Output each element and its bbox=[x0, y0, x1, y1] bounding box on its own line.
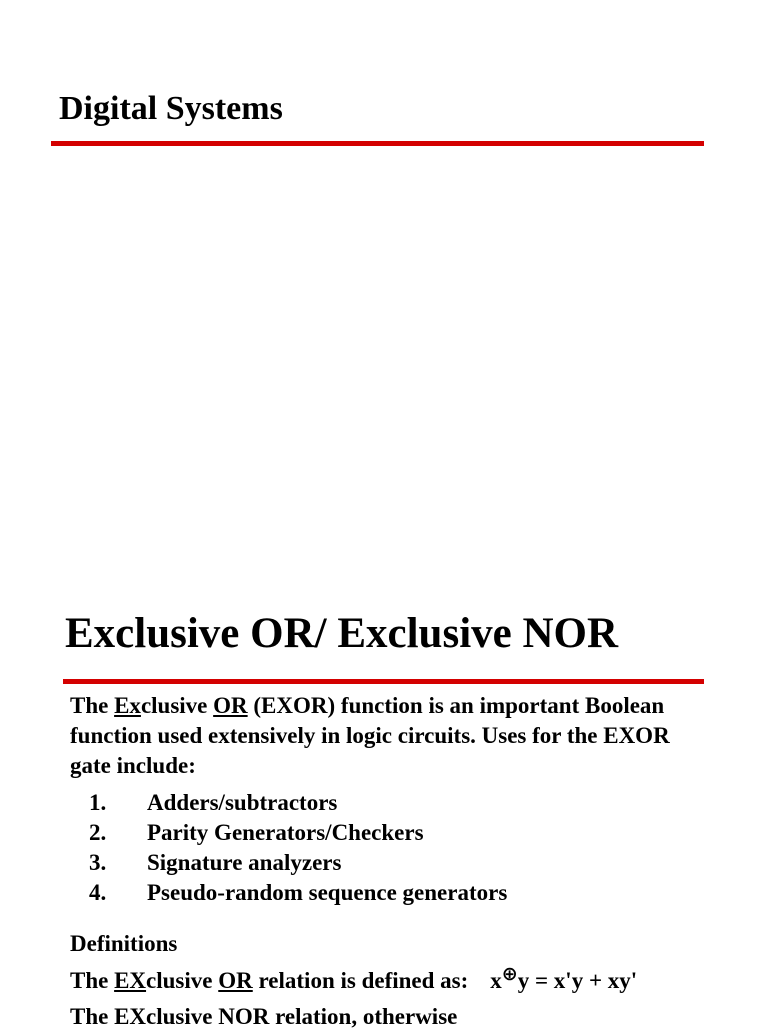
intro-ex-underlined: Ex bbox=[114, 693, 141, 718]
exor-formula bbox=[490, 963, 638, 993]
list-item bbox=[70, 788, 690, 818]
list-item bbox=[70, 848, 690, 878]
list-item-number: 1. bbox=[89, 790, 107, 815]
intro-part3: (EXOR) function is an important Boolean function used extensively in logic circuits. Uses for the EXOR gate include: bbox=[70, 693, 670, 778]
list-item-number: 4. bbox=[89, 880, 107, 905]
list-item-number: 2. bbox=[89, 820, 107, 845]
list-item-number: 3. bbox=[89, 850, 107, 875]
section-title: Exclusive OR/ Exclusive NOR bbox=[65, 610, 619, 657]
list-item-text: Adders/subtractors bbox=[147, 790, 338, 815]
list-item bbox=[70, 878, 690, 908]
formula-rest: y = x'y + xy' bbox=[517, 968, 638, 993]
intro-part1: The bbox=[70, 693, 115, 718]
section-divider bbox=[63, 679, 704, 684]
exor-def-suffix: relation is defined as: bbox=[252, 968, 469, 993]
exor-uses-list bbox=[70, 788, 690, 908]
xor-operator-symbol: ⊕ bbox=[501, 963, 518, 985]
slide-title: Digital Systems bbox=[59, 90, 283, 127]
intro-paragraph bbox=[70, 691, 710, 781]
intro-or-underlined: OR bbox=[213, 693, 248, 718]
exor-def-prefix: The bbox=[70, 968, 115, 993]
exnor-definition: The EXclusive NOR relation, otherwise bbox=[70, 1004, 458, 1029]
intro-part2: clusive bbox=[140, 693, 214, 718]
formula-x: x bbox=[490, 968, 502, 993]
exor-definition bbox=[70, 963, 638, 997]
title-divider bbox=[51, 141, 704, 146]
list-item-text: Parity Generators/Checkers bbox=[147, 820, 424, 845]
list-item-text: Pseudo-random sequence generators bbox=[147, 880, 508, 905]
list-item bbox=[70, 818, 690, 848]
definitions-heading: Definitions bbox=[70, 931, 178, 956]
exor-def-or-underlined: OR bbox=[218, 968, 253, 993]
list-item-text: Signature analyzers bbox=[147, 850, 342, 875]
exor-def-ex-underlined: EX bbox=[114, 968, 147, 993]
exor-def-mid: clusive bbox=[146, 968, 219, 993]
